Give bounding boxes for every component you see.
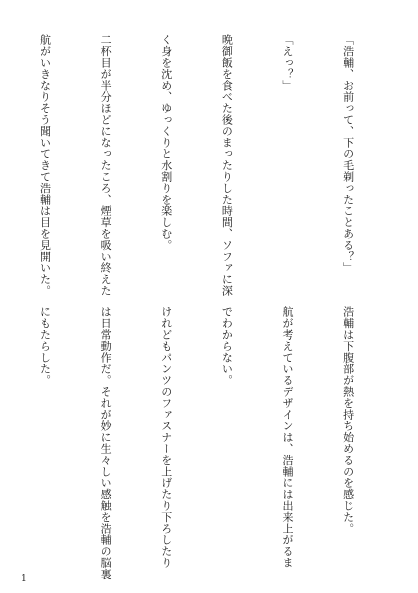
text-line: 晩御飯を食べた後のまったりした時間、ソファに深 [220,34,234,297]
text-line: でわからない。 [220,306,234,386]
page-number: 1 [21,574,27,584]
text-line: 航がいきなりそう聞いてきて浩輔は目を見開いた。 [38,34,52,297]
text-line: 「浩輔、お前って、下の毛剃ったことある？」 [341,34,355,274]
lower-text-block [20,306,398,580]
text-line: 二杯目が半分ほどになったころ、煙草を吸い終えた [99,34,113,297]
text-line: けれどもパンツのファスナーを上げたり下ろしたり [159,306,173,569]
upper-text-block [20,34,398,297]
text-line: 航が考えているデザインは、浩輔には出来上がるま [280,306,294,569]
text-line: 浩輔は下腹部が熱を持ち始めるのを感じた。 [341,306,355,534]
text-line: は日常動作だ。それが妙に生々しい感触を浩輔の脳裏 [99,306,113,580]
text-line: にもたらした。 [38,306,52,386]
text-line: 「えっ？」 [280,34,294,91]
text-line: く身を沈め、ゆっくりと水割りを楽しむ。 [159,34,173,251]
